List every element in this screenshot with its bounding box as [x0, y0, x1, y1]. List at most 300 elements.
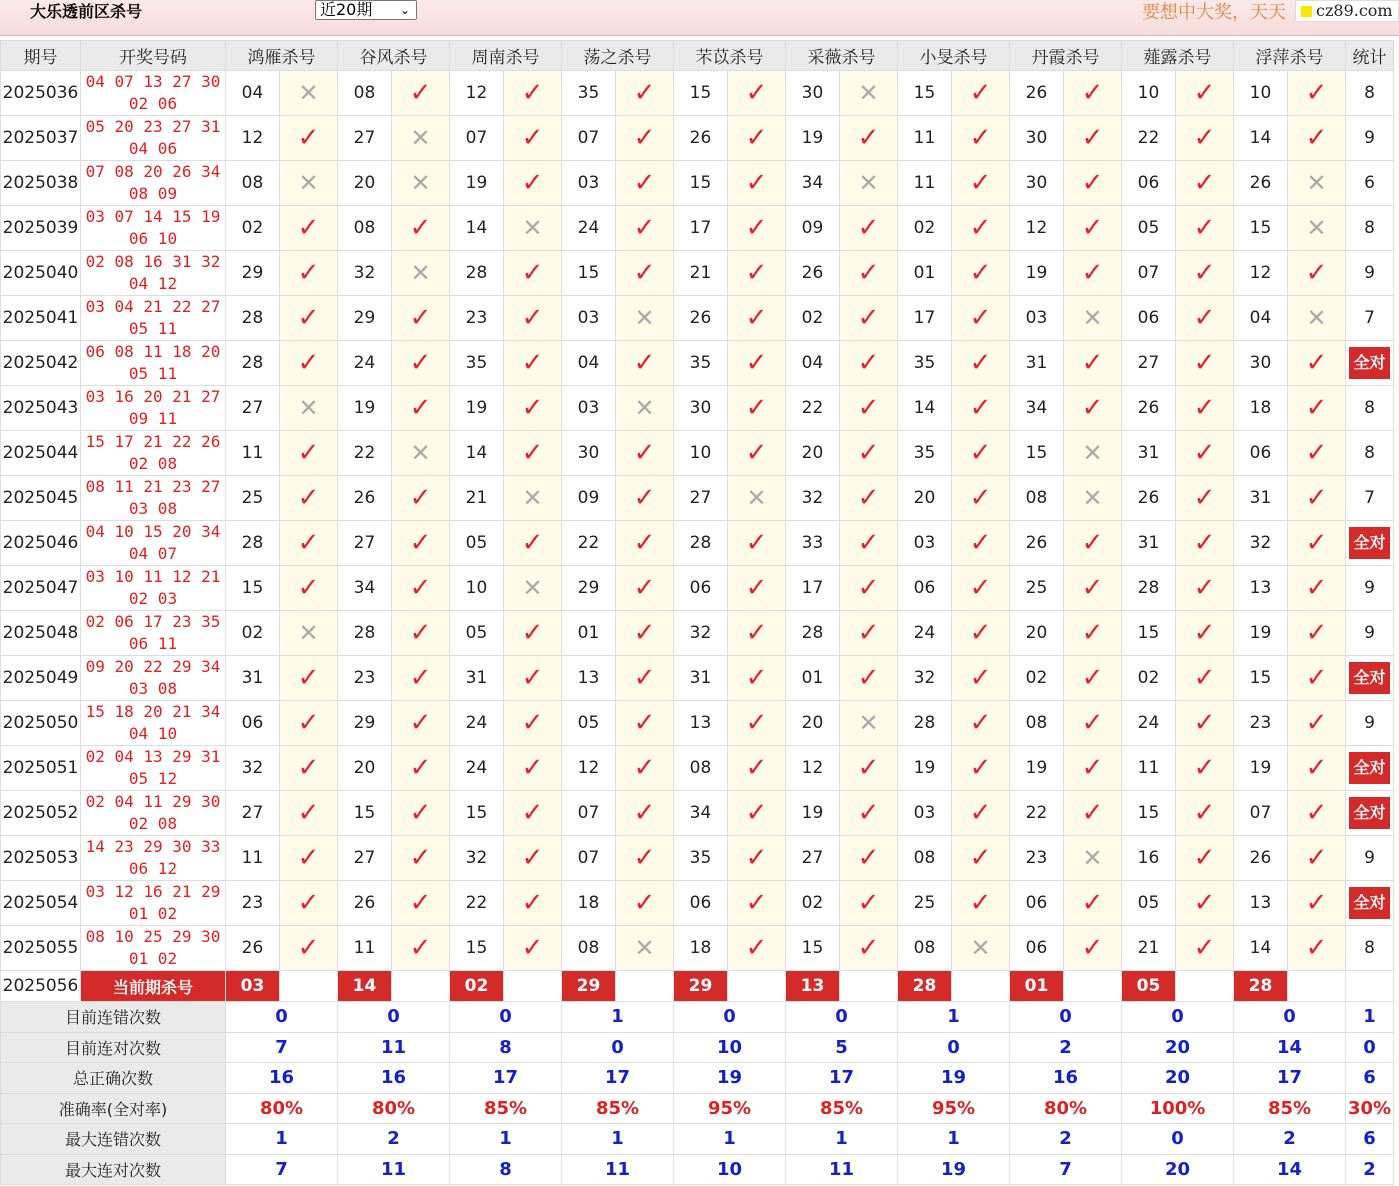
front-numbers: 06 08 11 18 20 — [85, 342, 221, 361]
stat-value: 1 — [898, 1002, 1010, 1033]
cross-icon: ✕ — [392, 161, 450, 206]
check-icon: ✓ — [1288, 611, 1346, 656]
kill-pick-cell: 19 — [338, 386, 392, 431]
table-row — [1, 386, 1394, 431]
table-row — [1, 476, 1394, 521]
draw-numbers-cell — [81, 161, 226, 206]
check-icon: ✓ — [280, 431, 338, 476]
stat-value: 5 — [786, 1032, 898, 1063]
kill-pick-cell: 25 — [1010, 566, 1064, 611]
check-icon: ✓ — [1176, 476, 1234, 521]
kill-pick-cell: 13 — [674, 701, 728, 746]
check-icon: ✓ — [1288, 386, 1346, 431]
cross-icon: ✕ — [1288, 296, 1346, 341]
kill-pick-cell: 15 — [1234, 656, 1288, 701]
current-kill-number: 05 — [1122, 971, 1176, 1002]
check-icon: ✓ — [392, 746, 450, 791]
kill-pick-cell: 26 — [338, 881, 392, 926]
kill-pick-cell: 09 — [562, 476, 616, 521]
kill-pick-cell: 35 — [898, 431, 952, 476]
kill-pick-cell: 07 — [1234, 791, 1288, 836]
stat-value: 2 — [1346, 1154, 1394, 1185]
kill-pick-cell: 27 — [338, 116, 392, 161]
cross-icon: ✕ — [952, 926, 1010, 971]
kill-pick-cell: 28 — [786, 611, 840, 656]
period-cell: 2025051 — [1, 746, 81, 791]
draw-numbers-cell — [81, 341, 226, 386]
check-icon: ✓ — [840, 431, 898, 476]
back-numbers: 02 08 — [128, 454, 178, 473]
kill-pick-cell: 02 — [1122, 656, 1176, 701]
kill-pick-cell: 05 — [450, 611, 504, 656]
period-cell: 2025039 — [1, 206, 81, 251]
current-kill-number: 13 — [786, 971, 840, 1002]
count-cell: 8 — [1346, 71, 1394, 116]
stat-value: 8 — [450, 1154, 562, 1185]
period-cell: 2025049 — [1, 656, 81, 701]
stat-value: 19 — [898, 1154, 1010, 1185]
check-icon: ✓ — [952, 836, 1010, 881]
check-icon: ✓ — [504, 836, 562, 881]
kill-pick-cell: 24 — [450, 746, 504, 791]
stat-value: 2 — [1234, 1124, 1346, 1155]
stat-value: 0 — [1122, 1124, 1234, 1155]
kill-pick-cell: 28 — [226, 521, 280, 566]
check-icon: ✓ — [1064, 791, 1122, 836]
table-row — [1, 251, 1394, 296]
check-icon: ✓ — [280, 521, 338, 566]
front-numbers: 02 06 17 23 35 — [85, 612, 221, 631]
check-icon: ✓ — [616, 431, 674, 476]
stat-value: 11 — [338, 1154, 450, 1185]
kill-pick-cell: 21 — [1122, 926, 1176, 971]
check-icon: ✓ — [840, 656, 898, 701]
all-correct-badge: 全对 — [1349, 752, 1389, 784]
kill-number-table — [0, 40, 1394, 1185]
kill-pick-cell: 31 — [674, 656, 728, 701]
kill-pick-cell: 31 — [1122, 431, 1176, 476]
kill-pick-cell: 08 — [338, 71, 392, 116]
kill-pick-cell: 02 — [786, 296, 840, 341]
kill-pick-cell: 19 — [1010, 746, 1064, 791]
check-icon: ✓ — [280, 881, 338, 926]
kill-pick-cell: 18 — [1234, 386, 1288, 431]
all-correct-badge: 全对 — [1349, 527, 1389, 559]
check-icon: ✓ — [1064, 926, 1122, 971]
check-icon: ✓ — [728, 341, 786, 386]
kill-pick-cell: 03 — [898, 521, 952, 566]
kill-pick-cell: 35 — [674, 836, 728, 881]
period-cell: 2025038 — [1, 161, 81, 206]
check-icon: ✓ — [1176, 116, 1234, 161]
check-icon: ✓ — [952, 611, 1010, 656]
check-icon: ✓ — [280, 701, 338, 746]
kill-pick-cell: 25 — [226, 476, 280, 521]
check-icon: ✓ — [280, 746, 338, 791]
kill-pick-cell: 27 — [226, 386, 280, 431]
stat-value: 20 — [1122, 1154, 1234, 1185]
kill-pick-cell: 13 — [1234, 881, 1288, 926]
kill-pick-cell: 31 — [1010, 341, 1064, 386]
stat-value: 6 — [1346, 1124, 1394, 1155]
period-cell: 2025047 — [1, 566, 81, 611]
stat-value: 17 — [786, 1063, 898, 1094]
count-cell — [1346, 521, 1394, 566]
count-cell: 9 — [1346, 251, 1394, 296]
draw-numbers-cell — [81, 71, 226, 116]
period-cell: 2025053 — [1, 836, 81, 881]
check-icon: ✓ — [616, 476, 674, 521]
kill-pick-cell: 06 — [1122, 161, 1176, 206]
kill-pick-cell: 01 — [562, 611, 616, 656]
table-row — [1, 71, 1394, 116]
back-numbers: 05 12 — [128, 769, 178, 788]
col-header-expert: 薤露杀号 — [1122, 41, 1234, 71]
check-icon: ✓ — [1064, 701, 1122, 746]
table-row — [1, 566, 1394, 611]
stat-value: 1 — [562, 1124, 674, 1155]
cross-icon: ✕ — [504, 566, 562, 611]
count-cell: 8 — [1346, 431, 1394, 476]
check-icon: ✓ — [1176, 656, 1234, 701]
count-cell: 7 — [1346, 476, 1394, 521]
cross-icon: ✕ — [1064, 296, 1122, 341]
check-icon: ✓ — [840, 926, 898, 971]
kill-pick-cell: 35 — [898, 341, 952, 386]
kill-pick-cell: 12 — [450, 71, 504, 116]
check-icon: ✓ — [1176, 251, 1234, 296]
kill-pick-cell: 08 — [898, 836, 952, 881]
period-cell: 2025055 — [1, 926, 81, 971]
cross-icon: ✕ — [840, 701, 898, 746]
period-cell: 2025043 — [1, 386, 81, 431]
kill-pick-cell: 10 — [1122, 71, 1176, 116]
draw-numbers-cell — [81, 926, 226, 971]
check-icon: ✓ — [616, 206, 674, 251]
front-numbers: 04 07 13 27 30 — [85, 72, 221, 91]
all-correct-badge: 全对 — [1349, 887, 1389, 919]
check-icon: ✓ — [840, 386, 898, 431]
kill-pick-cell: 35 — [450, 341, 504, 386]
count-cell: 9 — [1346, 836, 1394, 881]
kill-pick-cell: 24 — [562, 206, 616, 251]
stat-value: 19 — [898, 1063, 1010, 1094]
table-row — [1, 701, 1394, 746]
check-icon: ✓ — [952, 521, 1010, 566]
stat-value: 10 — [674, 1032, 786, 1063]
check-icon: ✓ — [392, 926, 450, 971]
kill-pick-cell: 28 — [1122, 566, 1176, 611]
stat-value: 0 — [1122, 1002, 1234, 1033]
kill-pick-cell: 31 — [1122, 521, 1176, 566]
count-cell — [1346, 656, 1394, 701]
kill-pick-cell: 12 — [226, 116, 280, 161]
draw-numbers-cell — [81, 476, 226, 521]
check-icon: ✓ — [952, 431, 1010, 476]
kill-pick-cell: 24 — [1122, 701, 1176, 746]
stat-value: 0 — [674, 1002, 786, 1033]
check-icon: ✓ — [504, 251, 562, 296]
kill-pick-cell: 08 — [898, 926, 952, 971]
table-row — [1, 836, 1394, 881]
stat-value: 8 — [450, 1032, 562, 1063]
check-icon: ✓ — [1176, 296, 1234, 341]
col-header-expert: 丹霞杀号 — [1010, 41, 1122, 71]
period-cell: 2025044 — [1, 431, 81, 476]
check-icon: ✓ — [952, 206, 1010, 251]
current-period-cell: 2025056 — [1, 971, 81, 1002]
check-icon: ✓ — [1288, 701, 1346, 746]
count-cell: 9 — [1346, 566, 1394, 611]
cross-icon: ✕ — [728, 476, 786, 521]
kill-pick-cell: 25 — [898, 881, 952, 926]
stat-value: 7 — [1010, 1154, 1122, 1185]
check-icon: ✓ — [840, 566, 898, 611]
cross-icon: ✕ — [280, 386, 338, 431]
kill-pick-cell: 23 — [1010, 836, 1064, 881]
stat-row — [1, 1093, 1394, 1124]
kill-pick-cell: 19 — [1234, 746, 1288, 791]
cross-icon: ✕ — [392, 431, 450, 476]
period-cell: 2025041 — [1, 296, 81, 341]
check-icon: ✓ — [1176, 521, 1234, 566]
check-icon: ✓ — [1064, 386, 1122, 431]
front-numbers: 04 10 15 20 34 — [85, 522, 221, 541]
check-icon: ✓ — [1064, 746, 1122, 791]
kill-pick-cell: 07 — [562, 836, 616, 881]
check-icon: ✓ — [616, 116, 674, 161]
check-icon: ✓ — [504, 521, 562, 566]
all-correct-badge: 全对 — [1349, 347, 1389, 379]
chevron-down-icon: ⌄ — [399, 3, 410, 17]
back-numbers: 04 06 — [128, 139, 178, 158]
kill-pick-cell: 08 — [338, 206, 392, 251]
cross-icon: ✕ — [840, 71, 898, 116]
kill-pick-cell: 11 — [898, 161, 952, 206]
empty-cell — [728, 971, 786, 1002]
kill-pick-cell: 06 — [898, 566, 952, 611]
kill-pick-cell: 34 — [338, 566, 392, 611]
check-icon: ✓ — [616, 656, 674, 701]
kill-pick-cell: 20 — [786, 701, 840, 746]
kill-pick-cell: 32 — [1234, 521, 1288, 566]
check-icon: ✓ — [728, 521, 786, 566]
stat-value: 11 — [562, 1154, 674, 1185]
stat-row — [1, 1124, 1394, 1155]
kill-pick-cell: 27 — [226, 791, 280, 836]
check-icon: ✓ — [1176, 836, 1234, 881]
stat-label: 目前连错次数 — [1, 1002, 226, 1033]
check-icon: ✓ — [1176, 881, 1234, 926]
check-icon: ✓ — [1288, 476, 1346, 521]
check-icon: ✓ — [952, 161, 1010, 206]
kill-pick-cell: 15 — [338, 791, 392, 836]
check-icon: ✓ — [952, 476, 1010, 521]
period-cell: 2025045 — [1, 476, 81, 521]
kill-pick-cell: 30 — [1010, 161, 1064, 206]
check-icon: ✓ — [840, 881, 898, 926]
check-icon: ✓ — [504, 161, 562, 206]
kill-pick-cell: 19 — [786, 791, 840, 836]
check-icon: ✓ — [1064, 341, 1122, 386]
count-cell: 7 — [1346, 296, 1394, 341]
front-numbers: 03 16 20 21 27 — [85, 387, 221, 406]
kill-pick-cell: 22 — [786, 386, 840, 431]
check-icon: ✓ — [840, 521, 898, 566]
check-icon: ✓ — [1288, 746, 1346, 791]
count-cell — [1346, 341, 1394, 386]
kill-pick-cell: 21 — [450, 476, 504, 521]
stat-value: 6 — [1346, 1063, 1394, 1094]
back-numbers: 08 09 — [128, 184, 178, 203]
kill-pick-cell: 29 — [338, 701, 392, 746]
check-icon: ✓ — [1288, 431, 1346, 476]
kill-pick-cell: 15 — [1234, 206, 1288, 251]
kill-pick-cell: 30 — [674, 386, 728, 431]
stat-value: 85% — [450, 1093, 562, 1124]
check-icon: ✓ — [392, 341, 450, 386]
table-row — [1, 206, 1394, 251]
kill-pick-cell: 15 — [450, 926, 504, 971]
stat-value: 0 — [898, 1032, 1010, 1063]
check-icon: ✓ — [392, 611, 450, 656]
col-header-period: 期号 — [1, 41, 81, 71]
kill-pick-cell: 21 — [674, 251, 728, 296]
kill-pick-cell: 05 — [1122, 881, 1176, 926]
table-row — [1, 881, 1394, 926]
kill-pick-cell: 28 — [898, 701, 952, 746]
back-numbers: 04 10 — [128, 724, 178, 743]
check-icon: ✓ — [1288, 71, 1346, 116]
draw-numbers-cell — [81, 296, 226, 341]
col-header-expert: 采薇杀号 — [786, 41, 898, 71]
stat-value: 20 — [1122, 1032, 1234, 1063]
kill-pick-cell: 12 — [562, 746, 616, 791]
check-icon: ✓ — [616, 611, 674, 656]
check-icon: ✓ — [1176, 341, 1234, 386]
kill-pick-cell: 26 — [1234, 836, 1288, 881]
kill-pick-cell: 02 — [786, 881, 840, 926]
kill-pick-cell: 34 — [1010, 386, 1064, 431]
stat-value: 1 — [1346, 1002, 1394, 1033]
kill-pick-cell: 12 — [1010, 206, 1064, 251]
draw-numbers-cell — [81, 251, 226, 296]
kill-pick-cell: 19 — [1234, 611, 1288, 656]
stat-label: 总正确次数 — [1, 1063, 226, 1094]
kill-pick-cell: 20 — [338, 161, 392, 206]
stat-value: 16 — [1010, 1063, 1122, 1094]
kill-pick-cell: 32 — [338, 251, 392, 296]
kill-pick-cell: 28 — [450, 251, 504, 296]
kill-pick-cell: 26 — [1010, 521, 1064, 566]
stat-value: 0 — [450, 1002, 562, 1033]
table-row — [1, 611, 1394, 656]
check-icon: ✓ — [280, 791, 338, 836]
stat-value: 7 — [226, 1154, 338, 1185]
draw-numbers-cell — [81, 881, 226, 926]
kill-pick-cell: 28 — [338, 611, 392, 656]
period-select[interactable] — [315, 0, 417, 20]
kill-pick-cell: 26 — [1122, 386, 1176, 431]
kill-pick-cell: 28 — [674, 521, 728, 566]
check-icon: ✓ — [728, 656, 786, 701]
check-icon: ✓ — [616, 341, 674, 386]
period-cell: 2025054 — [1, 881, 81, 926]
cross-icon: ✕ — [392, 251, 450, 296]
check-icon: ✓ — [392, 881, 450, 926]
kill-pick-cell: 07 — [450, 116, 504, 161]
check-icon: ✓ — [280, 341, 338, 386]
check-icon: ✓ — [1064, 611, 1122, 656]
front-numbers: 15 18 20 21 34 — [85, 702, 221, 721]
check-icon: ✓ — [1064, 566, 1122, 611]
kill-pick-cell: 10 — [450, 566, 504, 611]
stat-value: 10 — [674, 1154, 786, 1185]
check-icon: ✓ — [280, 206, 338, 251]
kill-pick-cell: 32 — [786, 476, 840, 521]
table-row — [1, 926, 1394, 971]
back-numbers: 06 10 — [128, 229, 178, 248]
check-icon: ✓ — [728, 611, 786, 656]
kill-pick-cell: 27 — [1122, 341, 1176, 386]
back-numbers: 05 11 — [128, 319, 178, 338]
kill-pick-cell: 07 — [1122, 251, 1176, 296]
current-period-row — [1, 971, 1394, 1002]
check-icon: ✓ — [1288, 836, 1346, 881]
check-icon: ✓ — [1176, 161, 1234, 206]
kill-pick-cell: 24 — [338, 341, 392, 386]
stat-value: 14 — [1234, 1154, 1346, 1185]
kill-pick-cell: 13 — [562, 656, 616, 701]
kill-pick-cell: 24 — [898, 611, 952, 656]
kill-pick-cell: 30 — [1234, 341, 1288, 386]
site-logo[interactable] — [1295, 0, 1399, 22]
check-icon: ✓ — [392, 521, 450, 566]
check-icon: ✓ — [952, 116, 1010, 161]
check-icon: ✓ — [1288, 566, 1346, 611]
check-icon: ✓ — [728, 116, 786, 161]
check-icon: ✓ — [1176, 791, 1234, 836]
kill-pick-cell: 08 — [226, 161, 280, 206]
check-icon: ✓ — [280, 926, 338, 971]
kill-pick-cell: 03 — [1010, 296, 1064, 341]
kill-pick-cell: 15 — [450, 791, 504, 836]
kill-pick-cell: 02 — [1010, 656, 1064, 701]
back-numbers: 01 02 — [128, 949, 178, 968]
check-icon: ✓ — [392, 836, 450, 881]
table-row — [1, 341, 1394, 386]
check-icon: ✓ — [504, 791, 562, 836]
stat-value: 20 — [1122, 1063, 1234, 1094]
check-icon: ✓ — [1064, 251, 1122, 296]
kill-pick-cell: 02 — [226, 611, 280, 656]
back-numbers: 09 11 — [128, 409, 178, 428]
kill-pick-cell: 08 — [674, 746, 728, 791]
col-header-expert: 浮萍杀号 — [1234, 41, 1346, 71]
check-icon: ✓ — [728, 881, 786, 926]
check-icon: ✓ — [1176, 746, 1234, 791]
promo-slogan[interactable]: 要想中大奖，天天 — [1142, 2, 1286, 23]
check-icon: ✓ — [504, 386, 562, 431]
cross-icon: ✕ — [1288, 161, 1346, 206]
current-kill-number: 28 — [1234, 971, 1288, 1002]
kill-pick-cell: 22 — [1122, 116, 1176, 161]
kill-pick-cell: 11 — [226, 836, 280, 881]
kill-pick-cell: 17 — [898, 296, 952, 341]
check-icon: ✓ — [504, 431, 562, 476]
check-icon: ✓ — [392, 476, 450, 521]
check-icon: ✓ — [504, 656, 562, 701]
